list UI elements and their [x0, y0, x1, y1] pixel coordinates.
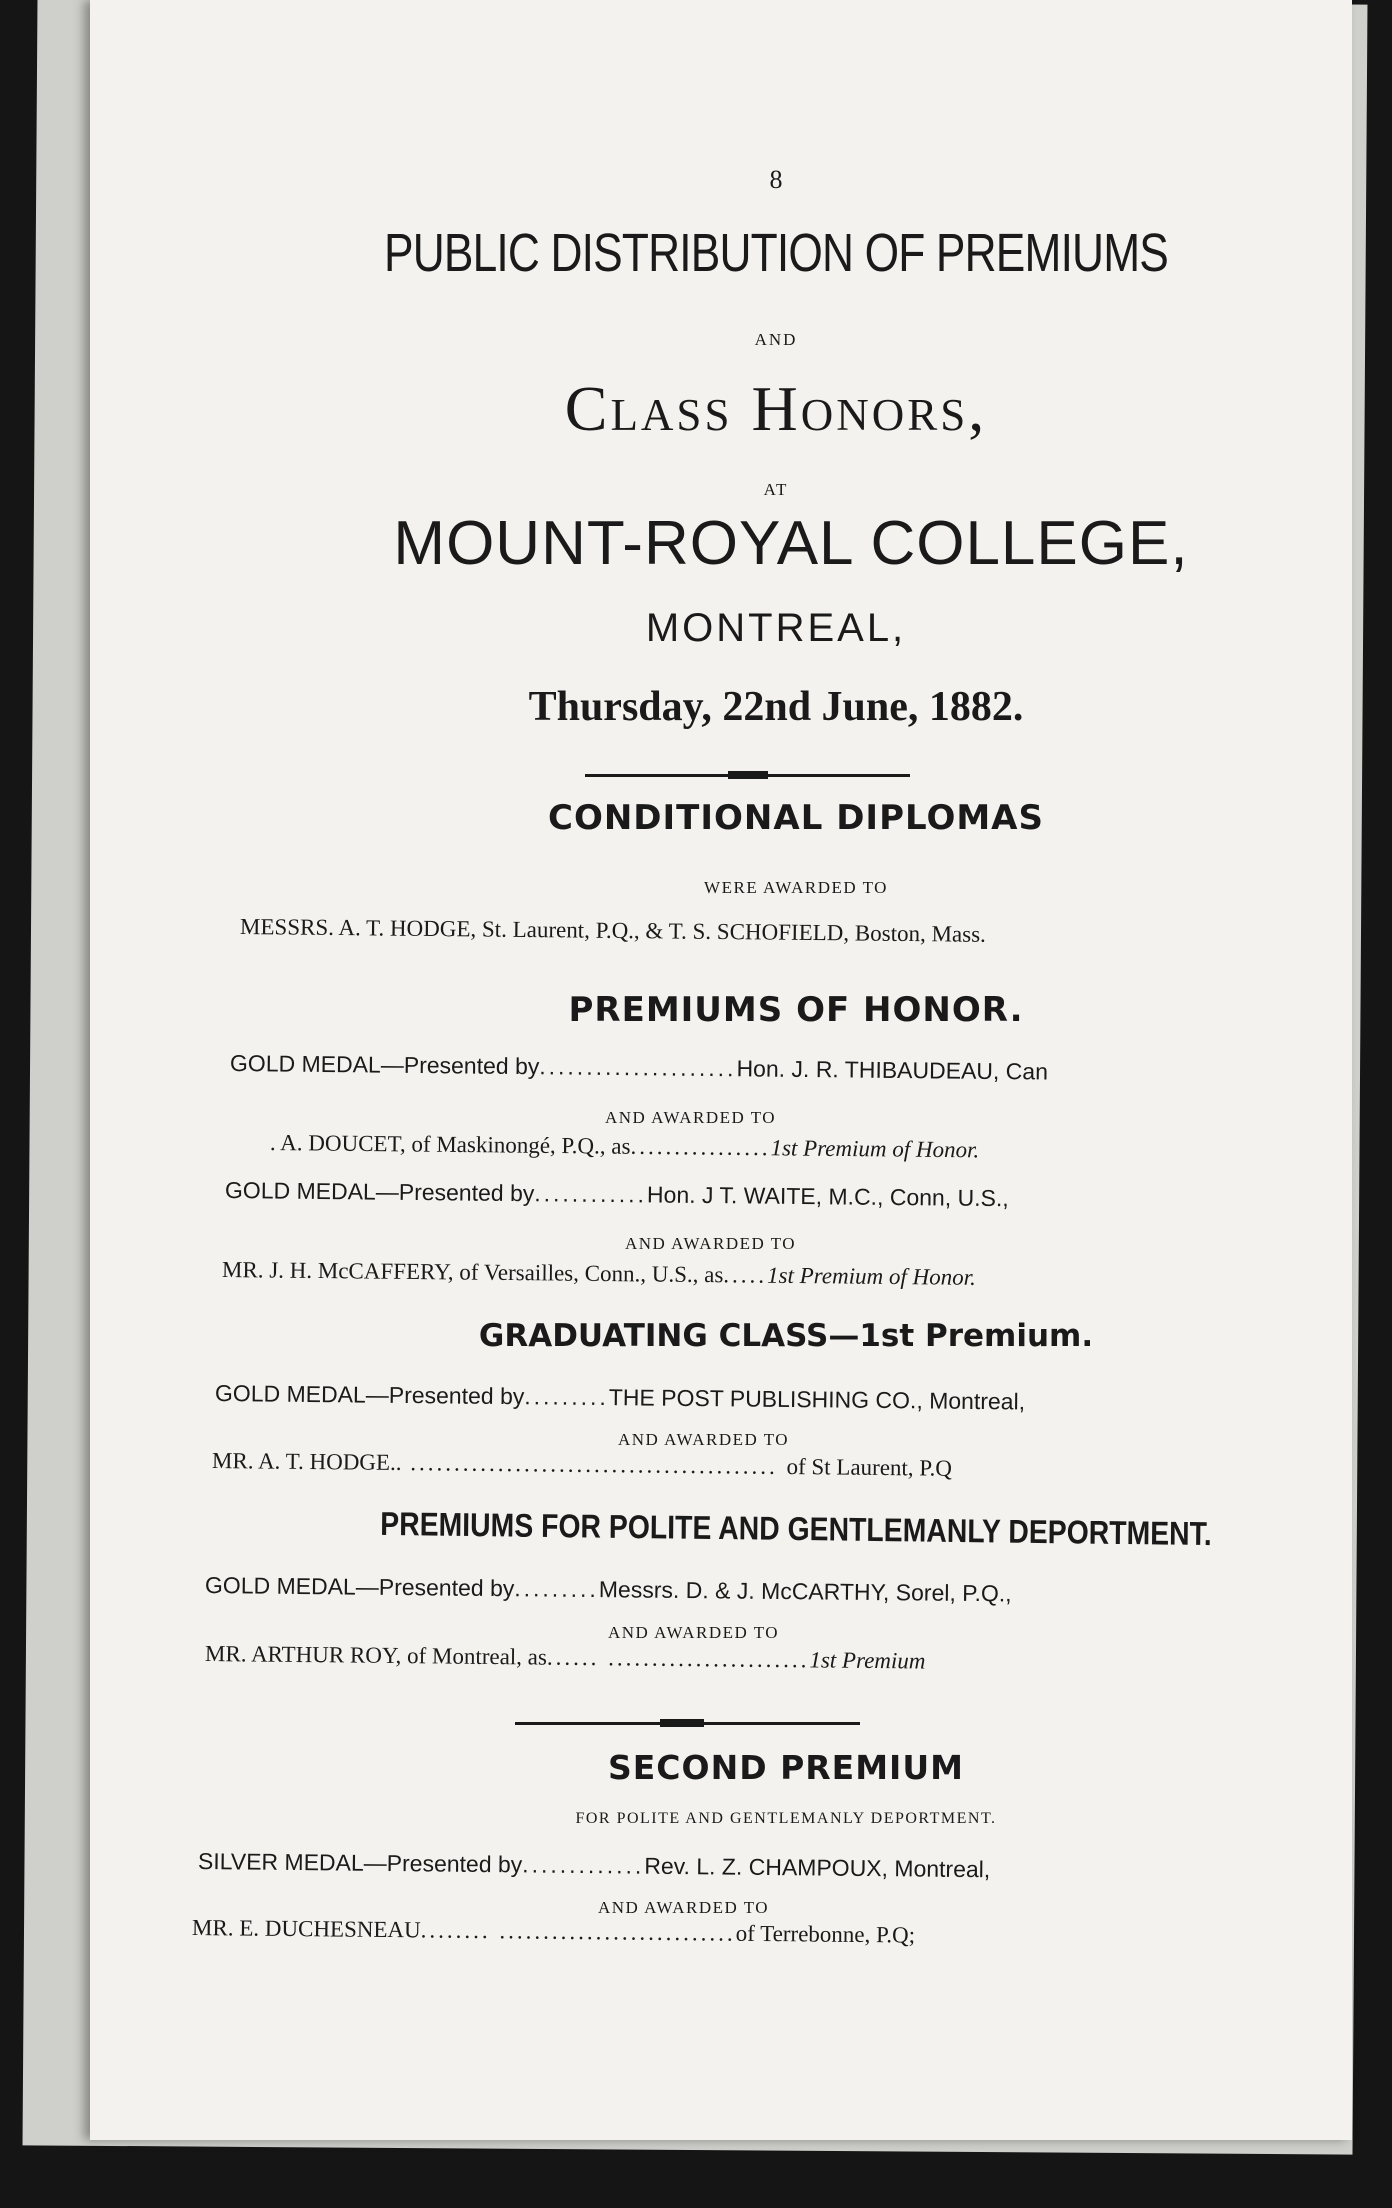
awarded-to-label: AND AWARDED TO	[598, 1898, 770, 1917]
event-date: Thursday, 22nd June, 1882.	[528, 684, 1024, 730]
leader-dots: ..........................................	[401, 1449, 787, 1480]
leader-dots: ...... .......................	[546, 1644, 810, 1673]
at-connector: AT	[763, 480, 789, 499]
deportment-recipient-name: MR. ARTHUR ROY, of Montreal, as	[204, 1641, 548, 1670]
honor-medal-2-label: GOLD MEDAL—Presented by	[224, 1177, 535, 1207]
honor-medal-2-award: 1st Premium of Honor.	[766, 1262, 976, 1290]
second-premium-recipient-place: of Terrebonne, P.Q;	[735, 1920, 916, 1948]
leader-dots: .............	[522, 1851, 645, 1879]
awarded-to-label: AND AWARDED TO	[605, 1108, 777, 1127]
college-name: MOUNT-ROYAL COLLEGE,	[393, 509, 1189, 578]
conditional-diplomas-heading: CONDITIONAL DIPLOMAS	[548, 798, 1044, 838]
second-premium-donor: Rev. L. Z. CHAMPOUX, Montreal,	[644, 1852, 991, 1883]
awarded-to-label: AND AWARDED TO	[608, 1623, 780, 1642]
leader-dots: .........	[514, 1575, 599, 1603]
graduating-donor: THE POST PUBLISHING CO., Montreal,	[608, 1384, 1026, 1415]
graduating-recipient-name: MR. A. T. HODGE..	[211, 1448, 402, 1475]
deportment-donor: Messrs. D. & J. McCARTHY, Sorel, P.Q.,	[598, 1576, 1012, 1607]
deportment-heading: PREMIUMS FOR POLITE AND GENTLEMANLY DEPORTMENT.	[380, 1504, 1212, 1553]
divider-bar	[660, 1719, 704, 1727]
honor-medal-1-label: GOLD MEDAL—Presented by	[229, 1050, 540, 1080]
leader-dots: ............	[534, 1180, 648, 1208]
second-premium-sub: FOR POLITE AND GENTLEMANLY DEPORTMENT.	[575, 1810, 997, 1827]
premiums-of-honor-heading: PREMIUMS OF HONOR.	[568, 990, 1024, 1030]
and-connector-1: AND	[754, 330, 798, 349]
honor-medal-2-recipient-name: MR. J. H. McCAFFERY, of Versailles, Conn., U.S., as	[221, 1257, 724, 1288]
conditional-diplomas-recipients: MESSRS. A. T. HODGE, St. Laurent, P.Q., & T. S. SCHOFIELD, Boston, Mass.	[239, 914, 986, 947]
title-line-2: Class Honors,	[564, 373, 988, 444]
honor-medal-1-award: 1st Premium of Honor.	[770, 1135, 980, 1163]
graduating-recipient-place: of St Laurent, P.Q	[786, 1454, 953, 1481]
second-premium-heading: SECOND PREMIUM	[608, 1748, 964, 1787]
second-premium-recipient-name: MR. E. DUCHESNEAU	[191, 1915, 421, 1943]
second-premium-label: SILVER MEDAL—Presented by	[197, 1848, 523, 1878]
leader-dots: ................	[630, 1133, 771, 1161]
leader-dots: .....	[723, 1262, 768, 1288]
leader-dots: ........ ...........................	[420, 1917, 736, 1946]
graduating-label: GOLD MEDAL—Presented by	[214, 1380, 525, 1410]
honor-medal-2-donor: Hon. J T. WAITE, M.C., Conn, U.S.,	[646, 1181, 1009, 1212]
divider-bar	[728, 771, 768, 779]
honor-medal-1-donor: Hon. J. R. THIBAUDEAU, Can	[736, 1055, 1049, 1085]
leader-dots: .....................	[539, 1053, 737, 1082]
conditional-diplomas-sub: WERE AWARDED TO	[704, 878, 888, 897]
honor-medal-1-recipient-name: . A. DOUCET, of Maskinongé, P.Q., as	[269, 1130, 631, 1159]
awarded-to-label: AND AWARDED TO	[618, 1430, 790, 1449]
graduating-class-heading: GRADUATING CLASS—1st Premium.	[478, 1318, 1094, 1354]
deportment-label: GOLD MEDAL—Presented by	[204, 1572, 515, 1602]
page-number: 8	[769, 165, 783, 194]
title-line-1: PUBLIC DISTRIBUTION OF PREMIUMS	[384, 223, 1168, 283]
city-name: MONTREAL,	[645, 606, 907, 650]
deportment-award: 1st Premium	[809, 1647, 926, 1674]
awarded-to-label: AND AWARDED TO	[625, 1234, 797, 1253]
leader-dots: .........	[524, 1383, 609, 1411]
